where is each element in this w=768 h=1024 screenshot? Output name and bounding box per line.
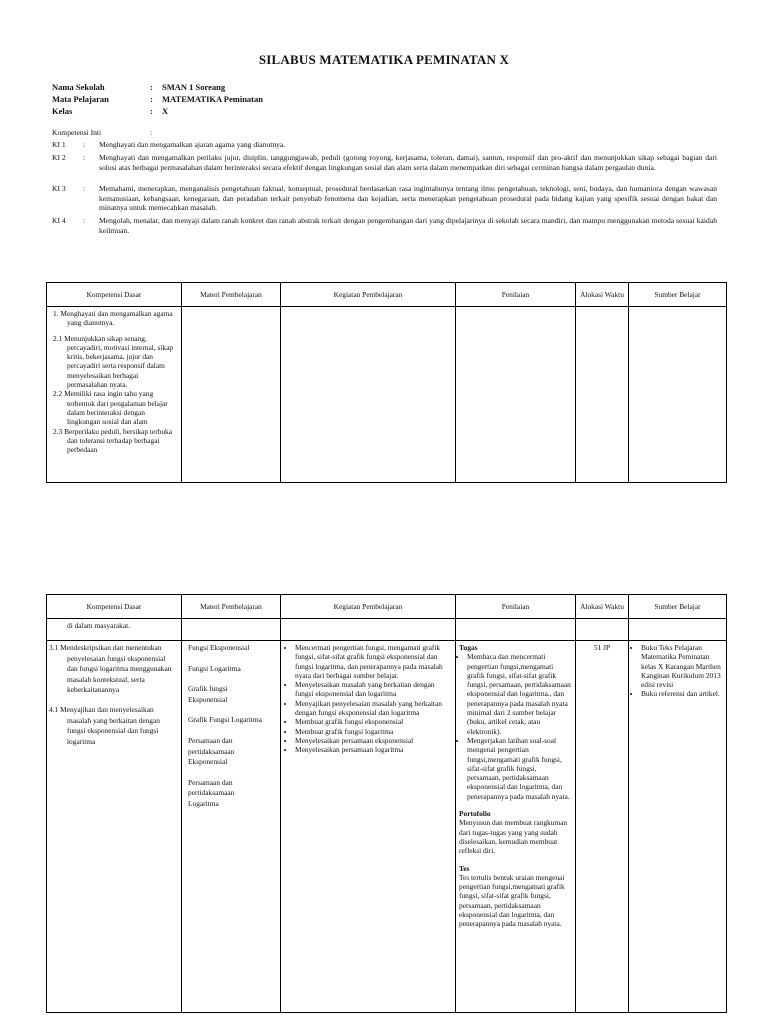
page-title: SILABUS MATEMATIKA PEMINATAN X — [258, 52, 510, 67]
kd-item: 2.2 Memiliki rasa ingin tahu yang terbentuk dari pengalaman belajar dalam berinteraksi dengan lingkungan sosial dan alam — [53, 389, 168, 427]
kegiatan-item: • Menyajikan penyelesaian masalah yang berkaitan dengan fungsi eksponensial dan logaritma — [295, 699, 449, 718]
ki-code: KI 3 — [52, 184, 66, 193]
table-row — [47, 619, 727, 641]
table-header-row — [47, 595, 727, 619]
col-header: Alokasi Waktu — [576, 283, 629, 307]
kd-item: 1. Menghayati dan mengamalkan agama yang dianutnya. — [53, 309, 173, 328]
kd-cell — [47, 619, 182, 641]
info-label-subject: Mata Pelajaran — [52, 94, 109, 104]
ki-sep: : — [83, 184, 86, 193]
ki-code: KI 1 — [52, 140, 66, 149]
kegiatan-item: • Menyelesaikan persamaan eksponensial — [295, 736, 449, 745]
kegiatan-cell — [281, 619, 456, 641]
info-label-school: Nama Sekolah — [52, 82, 105, 92]
sumber-cell — [629, 619, 727, 641]
materi-cell — [182, 619, 281, 641]
materi-item: Grafik fungsi Eksponensial — [188, 684, 228, 704]
info-sep: : — [150, 106, 153, 116]
tugas-heading: Tugas — [459, 643, 478, 652]
penilaian-cell — [456, 307, 576, 483]
kegiatan-item: • Mencermati pengertian fungsi, mengamati grafik fungsi, sifat-sifat grafik fungsi eksponensial dan fungsi logaritma, dan penerapannya pada masalah nyata dari berbagai sumber belajar. — [295, 643, 449, 680]
tes-heading: Tes — [459, 863, 470, 873]
info-sep: : — [150, 82, 153, 92]
materi-cell — [182, 307, 281, 483]
col-header: Kegiatan Pembelajaran — [281, 595, 456, 619]
info-value-school: SMAN 1 Soreang — [162, 82, 226, 92]
info-value-subject: MATEMATIKA Peminatan — [162, 94, 263, 104]
materi-item: Fungsi Logaritma — [188, 663, 241, 673]
ki-sep: : — [83, 140, 86, 149]
ki-text: Menghayati dan mengamalkan ajaran agama yang dianutnya. — [99, 140, 286, 149]
ki-text: Mengolah, menalar, dan menyaji dalam ranah konkret dan ranah abstrak terkait dengan pengembangan dari yang dipelajarinya di sekolah secara mandiri, dan mampu menggunakan metoda sesuai kaidah keilmuan. — [99, 216, 717, 235]
penilaian-cell — [456, 641, 576, 1013]
materi-cell — [182, 641, 281, 1013]
alokasi-value: 51 JP — [593, 643, 611, 652]
kd-item: 4.1 Menyajikan dan menyelesaikan masalah yang berkaitan dengan fungsi eksponensial dan fungsi logaritma — [49, 704, 160, 746]
kegiatan-item: • Menyelesaikan persamaan logaritma — [295, 745, 449, 754]
kd-item: 3.1 Mendeskripsikan dan menentukan penyelesaian fungsi eksponensial dan fungsi logaritma menggunakan masalah kontekstual, serta keberkaitanannya — [49, 643, 172, 695]
alokasi-cell — [576, 619, 629, 641]
sumber-item: • Buku referensi dan artikel. — [641, 689, 723, 698]
col-header: Materi Pembelajaran — [182, 283, 281, 307]
alokasi-cell — [576, 641, 629, 1013]
col-header: Kompetensi Dasar — [47, 595, 182, 619]
syllabus-table-2 — [46, 594, 727, 1013]
table-row — [47, 307, 727, 483]
ki-code: KI 4 — [52, 216, 66, 225]
tugas-item: • Mengerjakan latihan soal-soal mengenai pengertian fungsi,mengamati grafik fungsi, sifat-sifat grafik fungsi, persamaan, pertidaksamaan eksponensial dan logaritma, dan penerapannya pada masalah nyata. — [467, 736, 571, 801]
portofolio-heading: Portofolio — [459, 809, 491, 819]
col-header: Alokasi Waktu — [576, 595, 629, 619]
kegiatan-item: • Membuat grafik fungsi eksponensial — [295, 717, 449, 726]
tes-text: Tes tertulis bentuk uraian mengenai pengertian fungsi,mengamati grafik fungsi, sifat-sifat grafik fungsi, persamaan, pertidaksamaan eksponensial dan logaritma, dan penerapannya pada masalah nyata. — [459, 872, 565, 929]
info-label-class: Kelas — [52, 106, 73, 116]
alokasi-cell — [576, 307, 629, 483]
sumber-cell — [629, 307, 727, 483]
kd-cell — [47, 641, 182, 1013]
col-header: Sumber Belajar — [629, 283, 727, 307]
col-header: Kegiatan Pembelajaran — [281, 283, 456, 307]
tugas-item: • Membaca dan mencermati pengertian fungsi,mengamati grafik fungsi, sifat-sifat grafik fungsi, persamaan, pertidaksamaan eksponensial dan logaritma., dan penerapannya pada masalah nyata minimal dari 2 sumber belajar (buku, artikel cetak, atau elektronik). — [467, 652, 571, 736]
sumber-cell — [629, 641, 727, 1013]
kegiatan-item: • Membuat grafik fungsi logaritma — [295, 727, 449, 736]
table-header-row — [47, 283, 727, 307]
kd-cell — [47, 307, 182, 483]
col-header: Sumber Belajar — [629, 595, 727, 619]
ki-code: KI 2 — [52, 153, 66, 162]
ki-sep: : — [83, 153, 86, 162]
kd-item: 2.1 Menunjukkan sikap senang, percayadiri, motivasi internal, sikap kritis, bekerjasama, jujur dan percayadiri serta responsif dalam menyelesaikan berbagai permasalahan nyata. — [53, 333, 174, 390]
materi-item: Fungsi Eksponensial — [188, 643, 250, 652]
portofolio-text: Menyusun dan membuat rangkuman dari tugas-tugas yang yang sudah diselesaikan, kemudian membuat refleksi diri. — [459, 818, 568, 856]
materi-item: Grafik Fungsi Logaritma — [188, 715, 262, 725]
info-sep: : — [150, 94, 153, 104]
col-header: Kompetensi Dasar — [47, 283, 182, 307]
kegiatan-cell — [281, 641, 456, 1013]
materi-item: Persamaan dan pertidaksamaan Logaritma — [188, 777, 235, 808]
ki-sep: : — [83, 216, 86, 225]
kegiatan-item: • Menyelesaikan masalah yang berkaitan dengan fungsi eksponensial dan logaritma — [295, 680, 449, 699]
ki-text: Menghayati dan mengamalkan perilaku jujur, disiplin, tanggungjawab, peduli (gotong royong, kerjasama, toleran, damai), santun, responsif dan pro-aktif dan menunjukkan sikap sebagai bagian dari solusi atas berbagai permasalahan dalam berinteraksi secara efektif dengan lingkungan sosial dan alam serta dalam menempatkan diri sebagai cerminan bangsa dalam pergaulan dunia. — [99, 153, 717, 172]
kd-continuation: di dalam masyarakat. — [67, 621, 131, 630]
materi-item: Persamaan dan pertidaksamaan Eksponensial — [188, 735, 235, 767]
ki-header-label: Kompetensi Inti — [52, 128, 102, 137]
syllabus-table-1 — [46, 282, 727, 483]
table-row — [47, 641, 727, 1013]
penilaian-cell — [456, 619, 576, 641]
sumber-item: • Buku Teks Pelajaran Matematika Peminatan kelas X Karangan Marthen Kanginan Kurikulum 2013 edisi revisi — [641, 643, 723, 689]
col-header: Materi Pembelajaran — [182, 595, 281, 619]
ki-header-sep: : — [150, 128, 153, 137]
ki-text: Memahami, menerapkan, menganalisis pengetahuan faktual, konseptual, prosedural berdasarkan rasa ingintahunya tentang ilmu pengetahuan, teknologi, seni, budaya, dan humaniora dengan wawasan kemanusiaan, kebangsaan, kenegaraan, dan peradaban terkait penyebab fenomena dan kejadian, serta menerapkan pengetahuan prosedural pada bidang kajian yang spesifik sesuai dengan bakat dan minatnya untuk memecahkan masalah. — [99, 184, 717, 213]
col-header: Penilaian — [456, 283, 576, 307]
col-header: Penilaian — [456, 595, 576, 619]
info-value-class: X — [162, 106, 169, 116]
kd-item: 2.3 Berperilaku peduli, bersikap terbuka dan toleransi terhadap berbagai perbedaan — [53, 426, 173, 455]
kegiatan-cell — [281, 307, 456, 483]
